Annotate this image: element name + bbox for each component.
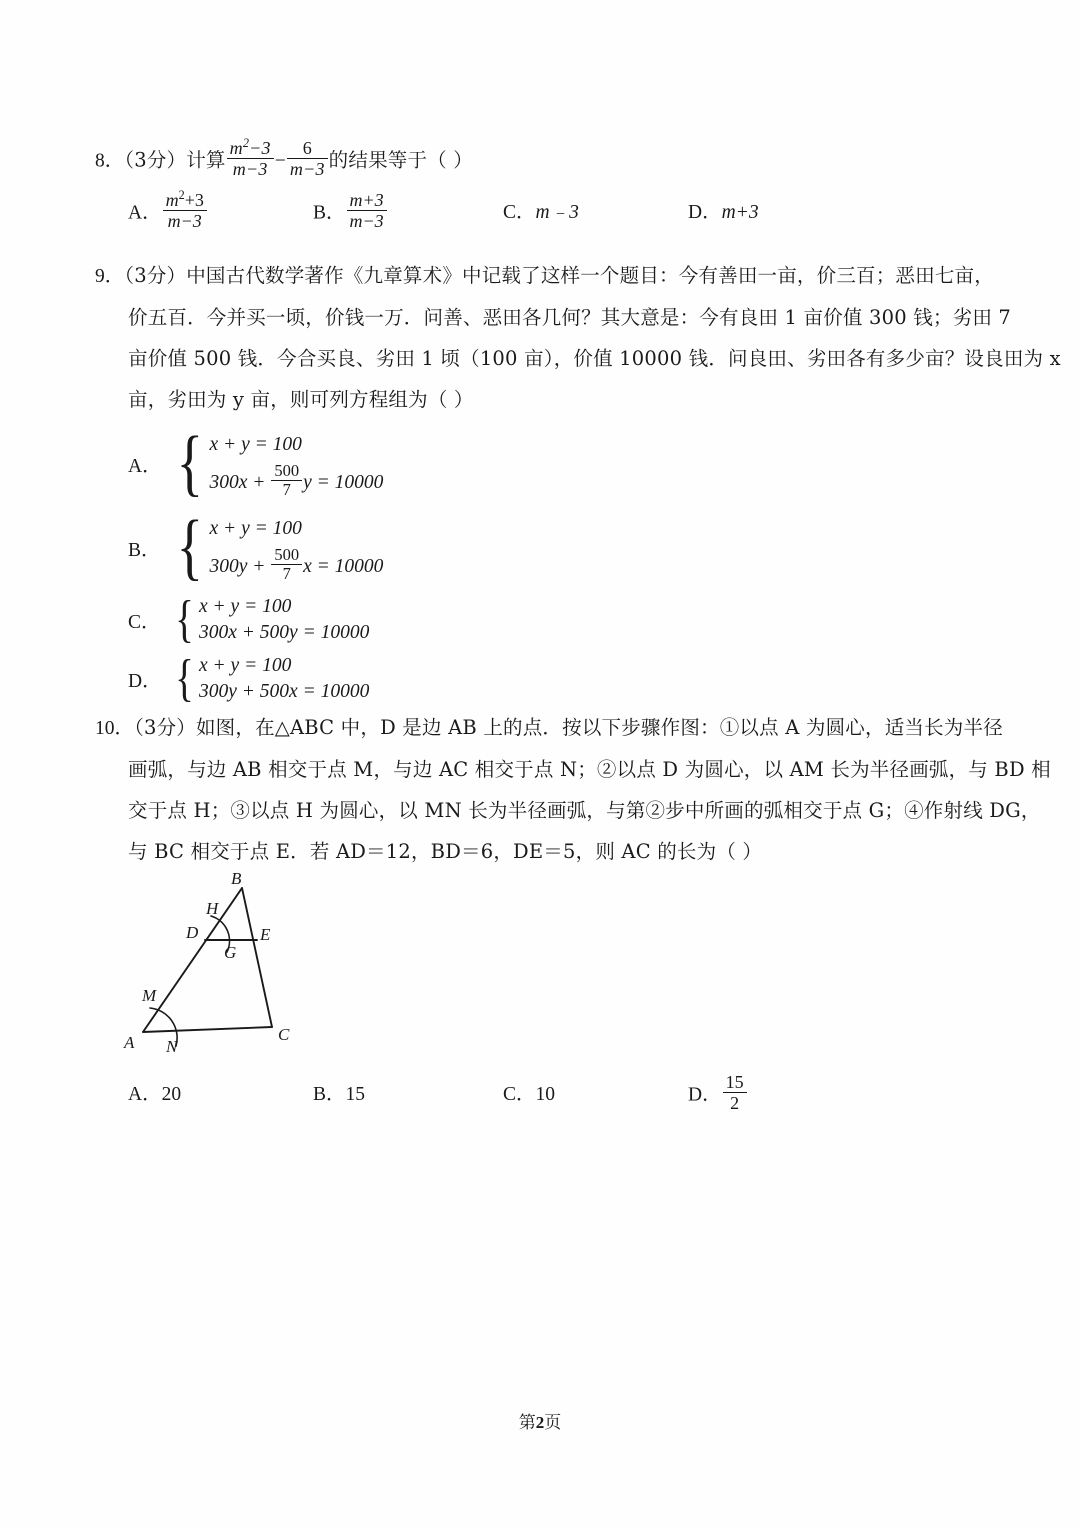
question-8-stem-suffix: 的结果等于（ ） [328, 148, 473, 172]
question-9-text: 中国古代数学著作《九章算术》中记载了这样一个题目：今有善田一亩，价三百；恶田七亩， [186, 264, 994, 287]
question-10-line-3: 交于点 H；③以点 H 为圆心，以 MN 长为半径画弧，与第②步中所画的弧相交于点 G；④作射线 DG， [128, 799, 1041, 822]
fraction-denominator: m−3 [163, 210, 207, 231]
fraction-denominator: m−3 [227, 158, 274, 179]
equation-system [210, 512, 384, 584]
equation-1: x + y = 100 [209, 434, 302, 455]
option-label: A． [128, 1084, 162, 1105]
fraction-denominator: m−3 [347, 210, 387, 231]
option-text: m﹣3 [535, 202, 579, 223]
triangle-abc-construction [110, 868, 340, 1068]
fraction-numerator: 500 [274, 461, 300, 480]
option-label: C． [503, 1084, 536, 1105]
option-label: B． [313, 202, 346, 224]
equation-2: 300x + 500y = 10000 [198, 622, 370, 643]
question-10-figure [110, 868, 340, 1068]
question-9-line-3: 亩价值 500 钱．今合买良、劣田 1 顷（100 亩），价值 10000 钱．问良田、劣田各有多少亩？设良田为 x [128, 347, 1061, 370]
brace-icon: { [175, 591, 194, 649]
option-label: D． [688, 1084, 722, 1106]
coefficient-fraction [271, 462, 302, 500]
question-8-options [95, 188, 995, 242]
option-text: 10 [535, 1084, 556, 1105]
question-8-fraction-2 [287, 138, 328, 179]
label-c: C [278, 1025, 290, 1044]
fraction-denominator: 7 [271, 480, 302, 499]
option-a[interactable] [128, 1082, 181, 1108]
footer-suffix: 页 [544, 1413, 562, 1433]
fraction-numerator: 6 [302, 138, 312, 158]
brace-icon: { [176, 506, 204, 589]
label-a: A [124, 1033, 135, 1052]
option-b[interactable] [313, 190, 388, 231]
option-a[interactable] [128, 190, 208, 231]
option-label: C． [128, 612, 161, 633]
equation-1: x + y = 100 [198, 655, 292, 676]
question-9-marks: （3分） [124, 264, 187, 287]
option-label: B． [128, 540, 161, 562]
brace-icon: { [176, 422, 204, 505]
question-9-option-a[interactable] [95, 422, 384, 505]
equation-2: 300y + 500x = 10000 [198, 681, 370, 702]
fraction-numerator: m+3 [349, 190, 384, 210]
fraction-denominator: 7 [271, 564, 302, 583]
equation-1: x + y = 100 [198, 596, 292, 617]
fraction-numerator: $m^2-3$ [229, 136, 271, 158]
option-label: B． [313, 1084, 346, 1105]
question-9-option-c[interactable] [95, 591, 370, 649]
label-g: G [224, 943, 237, 962]
question-9 [95, 255, 1061, 420]
footer-prefix: 第 [518, 1413, 536, 1433]
label-h: H [206, 899, 219, 918]
option-b[interactable] [313, 1082, 365, 1108]
option-text: 20 [161, 1084, 182, 1105]
question-10 [95, 707, 1051, 872]
equation-system [210, 428, 384, 500]
option-fraction [347, 190, 387, 231]
label-n: N [166, 1037, 178, 1056]
option-c[interactable] [503, 1082, 555, 1108]
coefficient-fraction [271, 546, 302, 584]
segment-bc [242, 888, 272, 1027]
equation-2 [210, 546, 384, 584]
equation-1: x + y = 100 [209, 518, 302, 539]
fraction-denominator: m−3 [287, 158, 328, 179]
label-m: M [142, 986, 157, 1005]
question-10-text: 如图，在△ABC 中，D 是边 AB 上的点．按以下步骤作图：①以点 A 为圆心，适当长为半径 [195, 716, 1003, 739]
question-10-options [95, 1072, 995, 1124]
equation-prefix: 300x + [209, 472, 271, 494]
label-b: B [231, 869, 242, 888]
option-fraction [163, 190, 207, 231]
equation-system [199, 594, 369, 646]
label-e: E [260, 925, 271, 944]
question-8-marks: （3分） [124, 148, 187, 172]
question-8-number: 8 [95, 150, 105, 172]
option-label: A． [128, 202, 162, 224]
question-8-fraction-1 [227, 138, 274, 179]
question-9-line-2: 价五百．今并买一顷，价钱一万．问善、恶田各几何？其大意是：今有良田 1 亩价值 300 钱；劣田 7 [128, 306, 1012, 329]
question-9-line-4: 亩，劣田为 y 亩，则可列方程组为（ ） [128, 388, 474, 411]
equation-prefix: 300y + [209, 556, 271, 578]
option-label: D． [688, 202, 722, 223]
question-9-line-1: 9．（3分）中国古代数学著作《九章算术》中记载了这样一个题目：今有善田一亩，价三百；恶田七亩， [95, 264, 994, 287]
option-text: 15 [345, 1084, 366, 1105]
question-9-option-b[interactable] [95, 506, 384, 589]
fraction-numerator: $m^2+3$ [165, 188, 204, 210]
option-d[interactable] [688, 200, 759, 226]
question-9-number: 9 [95, 266, 105, 287]
question-10-line-1: 10．（3分）如图，在△ABC 中，D 是边 AB 上的点．按以下步骤作图：①以点 A 为圆心，适当长为半径 [95, 716, 1003, 739]
footer-page-number: 2 [535, 1413, 545, 1432]
equation-system [199, 653, 369, 705]
option-fraction [723, 1072, 747, 1113]
question-10-line-2: 画弧，与边 AB 相交于点 M，与边 AC 相交于点 N；②以点 D 为圆心，以 AM 长为半径画弧，与 BD 相 [128, 758, 1051, 781]
brace-icon: { [175, 650, 194, 708]
question-9-option-d[interactable] [95, 650, 370, 708]
label-d: D [186, 923, 199, 942]
fraction-numerator: 15 [725, 1072, 744, 1092]
question-8 [95, 138, 995, 182]
segment-ac [143, 1027, 272, 1032]
question-10-number: 10 [95, 718, 115, 739]
question-10-marks: （3分） [134, 716, 196, 739]
option-label: A． [128, 456, 162, 478]
option-label: D． [128, 671, 162, 692]
question-8-stem-prefix: 计算 [186, 148, 226, 172]
equation-suffix: y = 10000 [303, 472, 384, 494]
fraction-numerator: 500 [274, 545, 300, 564]
option-label: C． [503, 202, 536, 223]
question-8-stem: 8．（3分）计算 $\frac{m^2-3}{m-3}$ − $\frac{6}{m-3}$ 的结果等于（ ） [95, 136, 473, 180]
equation-2 [210, 462, 384, 500]
option-d[interactable] [688, 1072, 748, 1113]
option-c[interactable] [503, 200, 579, 226]
fraction-denominator: 2 [723, 1092, 747, 1113]
equation-suffix: x = 10000 [303, 556, 384, 578]
option-text: m+3 [721, 202, 759, 223]
question-10-line-4: 与 BC 相交于点 E．若 AD＝12，BD＝6，DE＝5，则 AC 的长为（ ） [128, 840, 763, 863]
minus-operator: − [274, 150, 286, 172]
page-footer [0, 1408, 1080, 1433]
